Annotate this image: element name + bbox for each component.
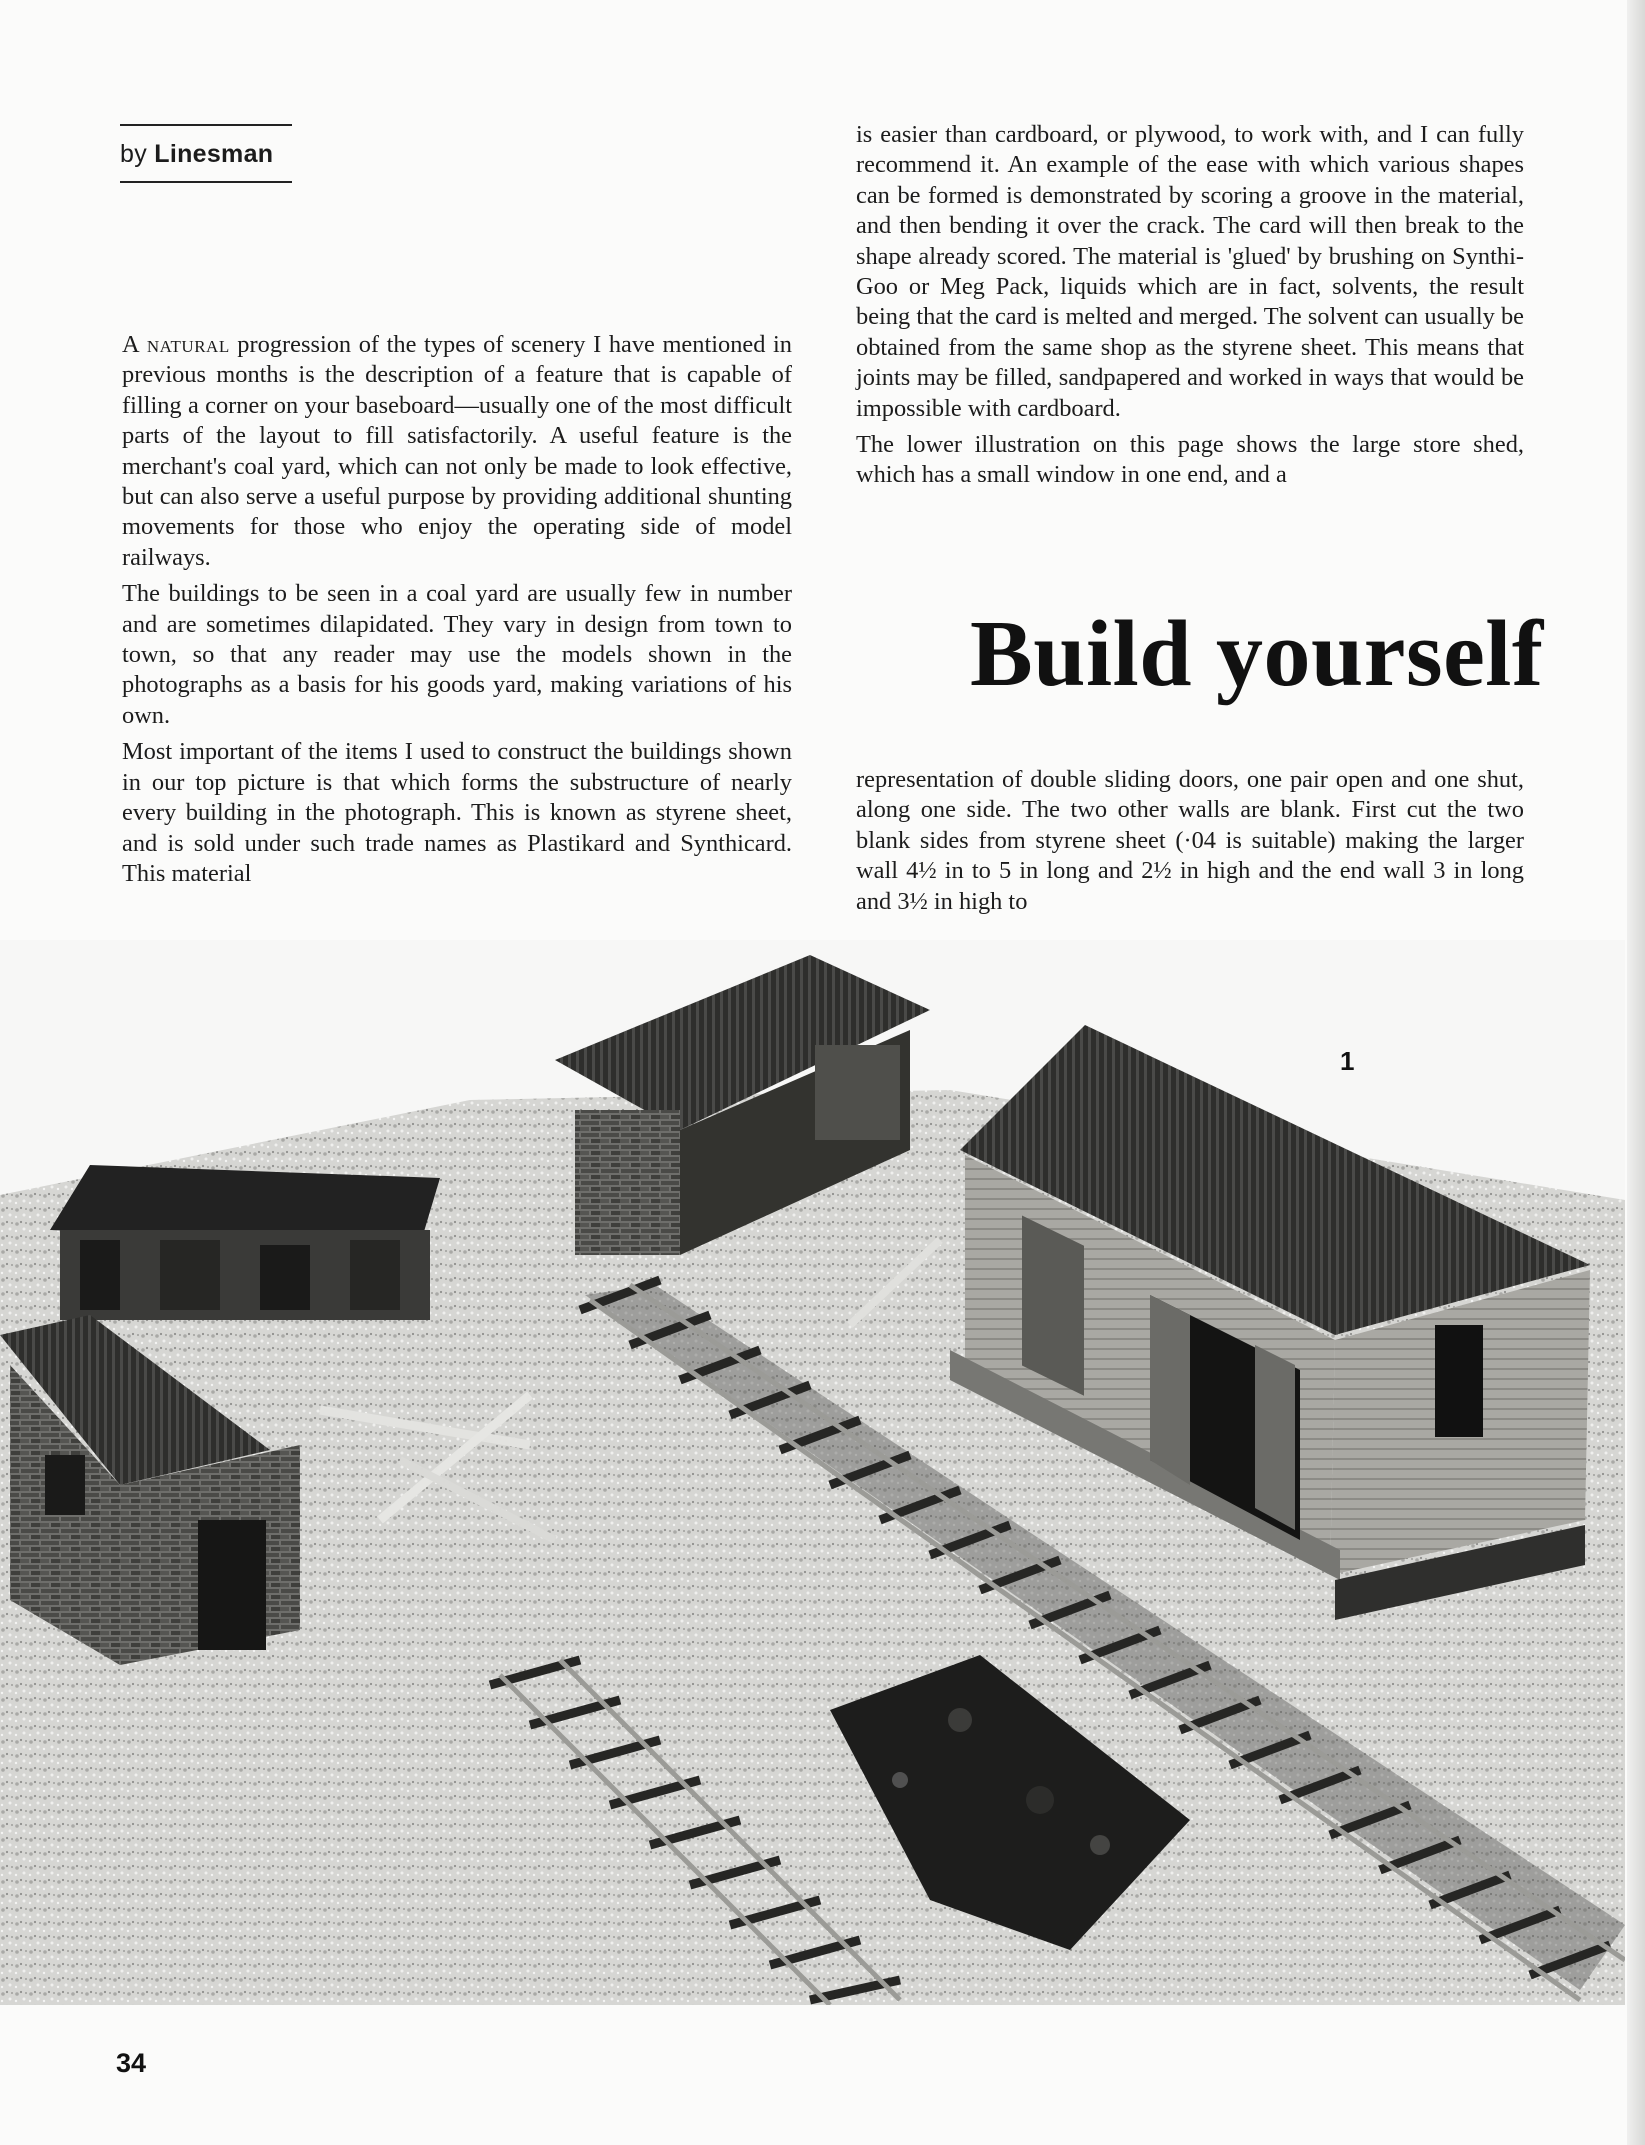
paragraph: is easier than cardboard, or plywood, to work with, and I can fully recommend it. An example of the ease with which various shapes can be formed is demonstrated by scoring a groove in the material, and then bending it over the crack. The card will then break to the shape already scored. The material is 'glued' by brushing on Synthi-Goo or Meg Pack, liquids which are in fact, solvents, the result being that the card is melted and merged. The solvent can usually be obtained from the same shop as the styrene sheet. This means that joints may be filled, sandpapered and worked in ways that would be impossible with cardboard.: [856, 121, 1524, 422]
paragraph: The buildings to be seen in a coal yard are usually few in number and are sometimes dilapidated. They vary in design from town to town, so that any reader may use the models shown in the photographs as a basis for his goods yard, making variations of his own.: [122, 580, 792, 729]
smallcaps-opening: A natural: [122, 331, 230, 358]
paragraph: [122, 330, 792, 573]
paragraph: representation of double sliding doors, one pair open and one shut, along one side. The two other walls are blank. First cut the two blank sides from styrene sheet (·04 is suitable) making the larger wall 4½ in to 5 in long and 2½ in high and the end wall 3 in long and 3½ in high to: [856, 766, 1524, 915]
headline: Build yourself: [970, 602, 1544, 706]
open-shed: [50, 1165, 440, 1320]
byline: [120, 140, 292, 169]
column-right-bottom: [856, 765, 1524, 923]
page-edge: [1627, 0, 1645, 2145]
coal-yard-photo: [0, 940, 1625, 2005]
paragraph: Most important of the items I used to construct the buildings shown in our top picture is that which forms the substructure of nearly every building in the photograph. This is known as styrene sheet, and is sold under such trade names as Plastikard and Synthicard. This material: [122, 738, 792, 887]
paragraph-text: progression of the types of scenery I have mentioned in previous months is the description of a feature that is capable of filling a corner on your baseboard—usually one of the most difficult parts of the layout to fill satisfactorily. A useful feature is the merchant's coal yard, which can not only be made to look effective, but can also serve a useful purpose by providing additional shunting movements for those who enjoy the operating side of model railways.: [122, 331, 792, 571]
column-left: [122, 330, 792, 895]
column-right-top: [856, 120, 1524, 497]
figure-number: 1: [1340, 1046, 1355, 1076]
page-number: 34: [116, 2048, 147, 2078]
paragraph: The lower illustration on this page shows the large store shed, which has a small window in one end, and a: [856, 431, 1524, 489]
byline-prefix: by: [120, 140, 148, 168]
byline-author: Linesman: [154, 140, 274, 168]
byline-box: [120, 124, 292, 183]
